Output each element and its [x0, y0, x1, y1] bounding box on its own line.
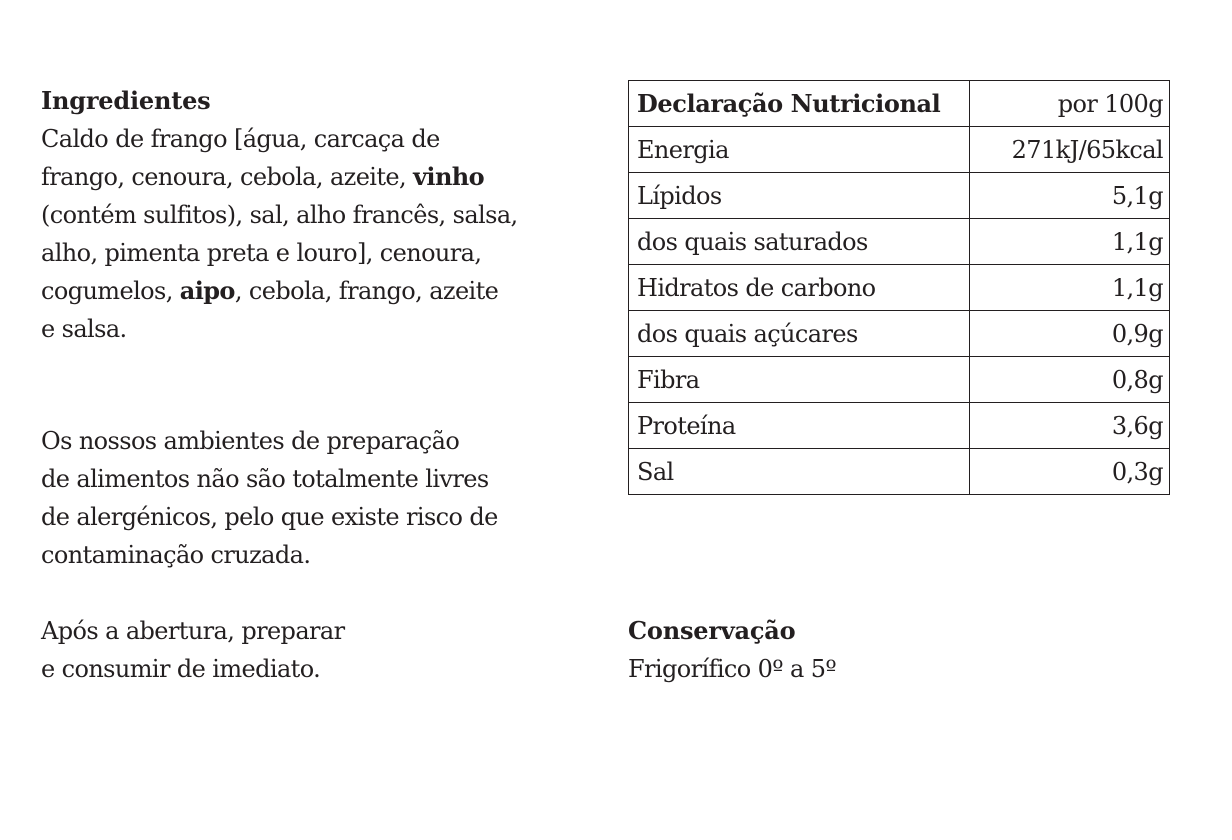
- ingredients-line: [41, 234, 581, 272]
- nutrient-value: 1,1g: [970, 219, 1170, 265]
- nutrition-table: [628, 80, 1170, 495]
- ingredients-section: [41, 82, 581, 348]
- table-row: [629, 127, 1170, 173]
- opening-note: [41, 612, 581, 688]
- nutrition-header-row: [629, 81, 1170, 127]
- allergen-note-line: de alimentos não são totalmente livres: [41, 465, 489, 493]
- ingredients-line: [41, 196, 581, 234]
- nutrition-header-label: Declaração Nutricional: [629, 81, 970, 127]
- ingredients-line: [41, 158, 581, 196]
- nutrient-value: 3,6g: [970, 403, 1170, 449]
- nutrient-label: dos quais saturados: [629, 219, 970, 265]
- conservation-section: [628, 612, 1168, 688]
- table-row: [629, 219, 1170, 265]
- nutrient-value: 271kJ/65kcal: [970, 127, 1170, 173]
- conservation-text: Frigorífico 0º a 5º: [628, 655, 837, 683]
- table-row: [629, 311, 1170, 357]
- ingredients-run: cogumelos,: [41, 277, 180, 305]
- opening-note-text: [41, 612, 581, 688]
- table-row: [629, 173, 1170, 219]
- opening-note-line: Após a abertura, preparar: [41, 617, 345, 645]
- ingredients-run: frango, cenoura, cebola, azeite,: [41, 163, 414, 191]
- table-row: [629, 265, 1170, 311]
- ingredients-run: e salsa.: [41, 315, 127, 343]
- ingredients-run: (contém sulfitos), sal, alho francês, salsa,: [41, 201, 518, 229]
- allergen-note: [41, 422, 581, 574]
- table-row: [629, 357, 1170, 403]
- table-row: [629, 403, 1170, 449]
- ingredients-text: [41, 120, 581, 348]
- allergen-note-line: de alergénicos, pelo que existe risco de: [41, 503, 498, 531]
- opening-note-line: e consumir de imediato.: [41, 655, 321, 683]
- nutrient-value: 0,9g: [970, 311, 1170, 357]
- nutrition-header-value: por 100g: [970, 81, 1170, 127]
- allergen-highlight: vinho: [413, 162, 485, 191]
- nutrient-value: 0,8g: [970, 357, 1170, 403]
- table-row: [629, 449, 1170, 495]
- ingredients-run: , cebola, frango, azeite: [234, 277, 499, 305]
- ingredients-line: [41, 272, 581, 310]
- nutrient-label: dos quais açúcares: [629, 311, 970, 357]
- nutrient-label: Hidratos de carbono: [629, 265, 970, 311]
- conservation-heading: Conservação: [628, 616, 796, 645]
- allergen-note-line: Os nossos ambientes de preparação: [41, 427, 460, 455]
- nutrient-value: 0,3g: [970, 449, 1170, 495]
- nutrient-label: Lípidos: [629, 173, 970, 219]
- nutrient-label: Fibra: [629, 357, 970, 403]
- ingredients-line: [41, 310, 581, 348]
- nutrient-label: Proteína: [629, 403, 970, 449]
- allergen-note-text: [41, 422, 581, 574]
- nutrient-value: 5,1g: [970, 173, 1170, 219]
- nutrient-label: Sal: [629, 449, 970, 495]
- ingredients-heading: Ingredientes: [41, 86, 211, 115]
- allergen-highlight: aipo: [179, 276, 235, 305]
- ingredients-run: Caldo de frango [água, carcaça de: [41, 125, 440, 153]
- nutrient-value: 1,1g: [970, 265, 1170, 311]
- nutrient-label: Energia: [629, 127, 970, 173]
- ingredients-line: [41, 120, 581, 158]
- ingredients-run: alho, pimenta preta e louro], cenoura,: [41, 239, 482, 267]
- allergen-note-line: contaminação cruzada.: [41, 541, 311, 569]
